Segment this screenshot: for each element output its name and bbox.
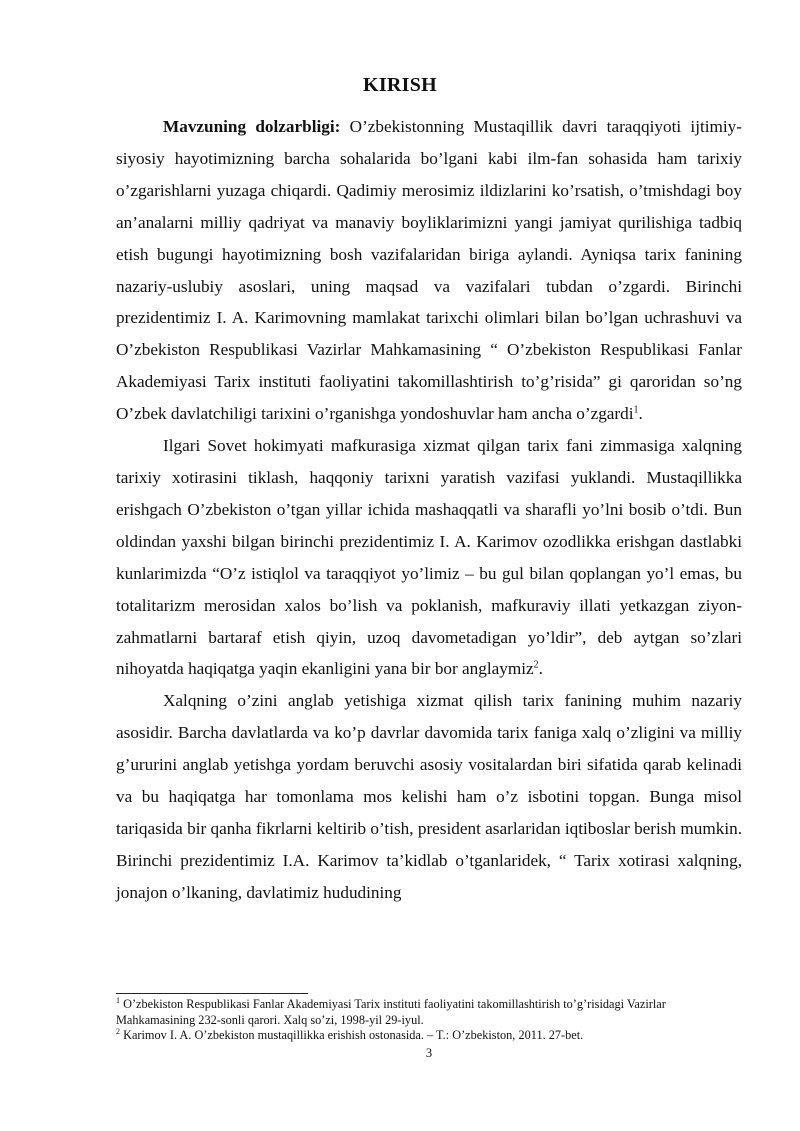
- footnote-mark: 2: [116, 1027, 120, 1037]
- paragraph: [116, 685, 742, 908]
- footnote-mark: 1: [116, 995, 120, 1005]
- paragraph-end: .: [638, 404, 643, 424]
- paragraph: [116, 111, 742, 430]
- footnote-text: O’zbekiston Respublikasi Fanlar Akademiyasi Tarix instituti faoliyatini takomillashtirish to’g’risidagi Vazirlar Mahkamasining 232-sonli qarori. Xalq so’zi, 1998-yil 29-iyul.: [116, 997, 666, 1027]
- footnote: [116, 997, 742, 1028]
- footnote: [116, 1028, 742, 1044]
- paragraph-text: Xalqning o’zini anglab yetishiga xizmat qilish tarix fanining muhim nazariy asosidir. Barcha davlatlarda va ko’p davrlar davomida tarix faniga xalq o’zligini va milliy g’ururini anglab yetishga yordam beruvchi asosiy vositalardan biri sifatida qarab kelinadi va bu haqiqatga har tomonlama mos kelishi ham o’z isbotini topgan. Bunga misol tariqasida bir qanha fikrlarni keltirib o’tish, president asarlaridan iqtiboslar berish mumkin. Birinchi prezidentimiz I.A. Karimov ta’kidlab o’tganlaridek, “ Tarix xotirasi xalqning, jonajon o’lkaning, davlatimiz hududining: [116, 691, 742, 902]
- footnote-separator: [116, 993, 308, 994]
- paragraph-text: Ilgari Sovet hokimyati mafkurasiga xizmat qilgan tarix fani zimmasiga xalqning tarixiy xotirasini tiklash, haqqoniy tarixni yaratish vazifasi yuklandi. Mustaqillikka erishgach O’zbekiston o’tgan yillar ichida mashaqqatli va sharafli yo’lni bosib o’tdi. Bun oldindan yaxshi bilgan birinchi prezidentimiz I. A. Karimov ozodlikka erishgan dastlabki kunlarimizda “O’z istiqlol va taraqqiyot yo’limiz – bu gul bilan qoplangan yo’l emas, bu totalitarizm merosidan xalos bo’lish va poklanish, mafkuraviy illati yetkazgan ziyon-zahmatlarni bartaraf etish qiyin, uzoq davometadigan yo’ldir”, deb aytgan so’zlari nihoyatda haqiqatga yaqin ekanligini yana bir bor anglaymiz: [116, 436, 742, 679]
- footnotes: [116, 997, 742, 1044]
- main-text: [116, 111, 742, 909]
- paragraph-end: .: [538, 659, 543, 679]
- section-title: KIRISH: [362, 74, 438, 96]
- page-number: 3: [425, 1046, 433, 1060]
- footnote-reference[interactable]: 1: [633, 404, 639, 416]
- paragraph-text: O’zbekistonning Mustaqillik davri taraqqiyoti ijtimiy-siyosiy hayotimizning barcha sohalarida bo’lgani kabi ilm-fan sohasida ham tarixiy o’zgarishlarni yuzaga chiqardi. Qadimiy merosimiz ildizlarini ko’rsatish, o’tmishdagi boy an’analarni milliy qadriyat va manaviy boyliklarimizni yangi jamiyat qurilishiga tadbiq etish bugungi hayotimizning bosh vazifalaridan biriga aylandi. Ayniqsa tarix fanining nazariy-uslubiy asoslari, uning maqsad va vazifalari tubdan o’zgardi. Birinchi prezidentimiz I. A. Karimovning mamlakat tarixchi olimlari bilan bo’lgan uchrashuvi va O’zbekiston Respublikasi Vazirlar Mahkamasining “ O’zbekiston Respublikasi Fanlar Akademiyasi Tarix instituti faoliyatini takomillashtirish to’g’risida” gi qaroridan so’ng O’zbek davlatchiligi tarixini o’rganishga yondoshuvlar ham ancha o’zgardi: [116, 117, 742, 424]
- footnote-reference[interactable]: 2: [533, 659, 539, 671]
- paragraph: [116, 430, 742, 685]
- footnote-text: Karimov I. A. O’zbekiston mustaqillikka erishish ostonasida. – T.: O’zbekiston, 2011. 27-bet.: [120, 1028, 584, 1043]
- paragraph-lead: Mavzuning dolzarbligi:: [163, 117, 341, 136]
